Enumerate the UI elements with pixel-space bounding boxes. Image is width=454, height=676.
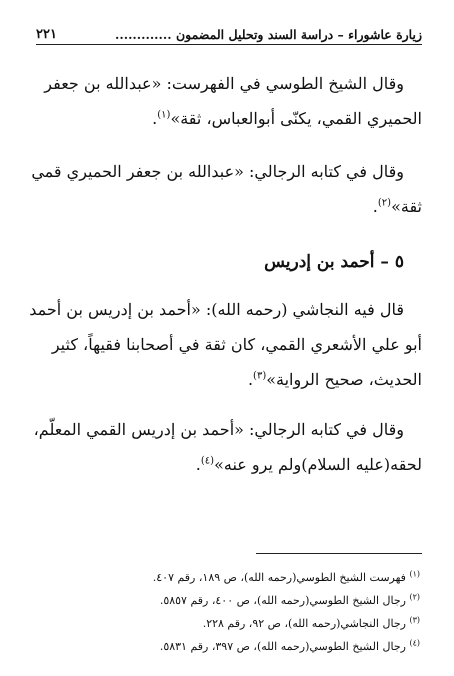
paragraph-line-text: ثقة» — [391, 197, 422, 216]
section-heading: ٥ – أحمد بن إدريس — [264, 252, 404, 272]
paragraph-line: قال فيه النجاشي (رحمه الله): «أحمد بن إدريس بن أحمد — [29, 300, 404, 319]
footnote-text: فهرست الشيخ الطوسي(رحمه الله)، ص ١٨٩، رقم ٤٠٧. — [152, 571, 406, 584]
paragraph-line — [34, 101, 422, 136]
paragraph-line: وقال في كتابه الرجالي: «عبدالله بن جعفر الحميري قمي — [31, 162, 404, 181]
period: . — [372, 197, 378, 216]
footnote-2 — [40, 589, 420, 612]
footnote-divider — [256, 553, 422, 554]
footnote-text: رجال الشيخ الطوسي(رحمه الله)، ص ٤٠٠، رقم ٥٨٥٧. — [159, 594, 406, 607]
footnote-ref-4[interactable]: (٤) — [200, 455, 215, 467]
footnote-ref-2[interactable]: (٢) — [377, 197, 392, 209]
paragraph-rijal-ahmad — [34, 412, 422, 482]
paragraph-line: وقال الشيخ الطوسي في الفهرست: «عبدالله بن جعفر — [44, 74, 404, 93]
footnote-text: رجال النجاشي(رحمه الله)، ص ٩٢، رقم ٢٢٨. — [202, 617, 406, 630]
footnote-number: (٢) — [409, 592, 420, 602]
running-title: زيارة عاشوراء – دراسة السند وتحليل المضمون ............. — [115, 27, 422, 42]
paragraph-line — [34, 447, 422, 482]
paragraph-tusi-fihrist — [34, 66, 422, 136]
footnote-4 — [40, 635, 420, 658]
footnotes — [40, 566, 420, 658]
page-header — [36, 20, 422, 45]
footnote-3 — [40, 612, 420, 635]
footnote-number: (٤) — [409, 638, 420, 648]
footnote-text: رجال الشيخ الطوسي(رحمه الله)، ص ٣٩٧، رقم ٥٨٣١. — [159, 640, 406, 653]
paragraph-line-text: الحميري القمي، يكنّى أبوالعباس، ثقة» — [170, 109, 422, 128]
paragraph-line: أبو علي الأشعري القمي، كان ثقة في أصحابنا فقيهاً، كثير — [51, 335, 422, 354]
paragraph-line-text: لحقه(عليه السلام)ولم يرو عنه» — [214, 455, 422, 474]
paragraph-line: وقال في كتابه الرجالي: «أحمد بن إدريس القمي المعلّم، — [33, 420, 404, 439]
paragraph-najashi — [29, 292, 422, 397]
footnote-number: (١) — [409, 569, 420, 579]
period: . — [152, 109, 158, 128]
footnote-ref-1[interactable]: (١) — [157, 109, 171, 121]
paragraph-line — [34, 362, 422, 397]
period: . — [247, 370, 254, 389]
footnote-1 — [40, 566, 420, 589]
page-number: ٢٢١ — [36, 27, 57, 42]
paragraph-line-text: الحديث، صحيح الرواية» — [266, 370, 422, 389]
paragraph-tusi-rijal — [31, 154, 422, 224]
paragraph-line — [34, 189, 422, 224]
period: . — [195, 455, 201, 474]
footnote-number: (٣) — [409, 615, 420, 625]
footnote-ref-3[interactable]: (٣) — [253, 370, 267, 382]
